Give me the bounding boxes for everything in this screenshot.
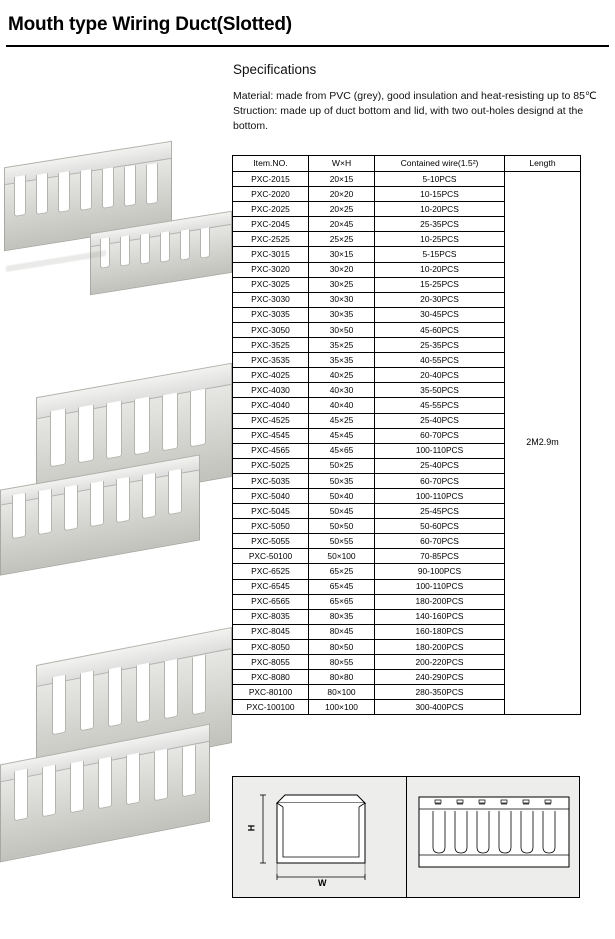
cell-wxh: 80×80 — [309, 670, 375, 685]
cell-wxh: 50×35 — [309, 473, 375, 488]
cell-item-no: PXC-3020 — [233, 262, 309, 277]
duct-photo-large — [0, 630, 232, 860]
column-header-wh: W×H — [309, 156, 375, 172]
cell-contained-wire: 10-25PCS — [375, 232, 505, 247]
cell-item-no: PXC-5045 — [233, 504, 309, 519]
diagram-panel — [232, 776, 580, 898]
material-text: Material: made from PVC (grey), good insulation and heat-resisting up to 85℃ — [233, 90, 597, 102]
cell-item-no: PXC-6565 — [233, 594, 309, 609]
specification-table-wrapper — [232, 155, 608, 715]
cell-contained-wire: 100-110PCS — [375, 579, 505, 594]
cell-item-no: PXC-3015 — [233, 247, 309, 262]
cell-contained-wire: 50-60PCS — [375, 519, 505, 534]
duct-photo-medium — [0, 368, 232, 568]
cell-wxh: 80×45 — [309, 624, 375, 639]
cell-wxh: 30×15 — [309, 247, 375, 262]
cell-wxh: 20×15 — [309, 172, 375, 187]
cell-contained-wire: 60-70PCS — [375, 473, 505, 488]
cell-wxh: 30×30 — [309, 292, 375, 307]
cell-item-no: PXC-3525 — [233, 338, 309, 353]
cell-item-no: PXC-100100 — [233, 700, 309, 715]
cell-wxh: 80×55 — [309, 655, 375, 670]
duct-photo-small — [0, 140, 232, 300]
cell-wxh: 50×100 — [309, 549, 375, 564]
cell-wxh: 65×25 — [309, 564, 375, 579]
cell-contained-wire: 25-40PCS — [375, 458, 505, 473]
cell-item-no: PXC-5055 — [233, 534, 309, 549]
cell-contained-wire: 140-160PCS — [375, 609, 505, 624]
column-header-length: Length — [505, 156, 581, 172]
cell-contained-wire: 45-60PCS — [375, 322, 505, 337]
cell-wxh: 40×25 — [309, 368, 375, 383]
column-header-item: Item.NO. — [233, 156, 309, 172]
cell-length: 2M2.9m — [505, 172, 581, 715]
cell-contained-wire: 180-200PCS — [375, 594, 505, 609]
cell-contained-wire: 25-35PCS — [375, 217, 505, 232]
cell-wxh: 45×45 — [309, 428, 375, 443]
cell-item-no: PXC-3050 — [233, 322, 309, 337]
table-header-row — [233, 156, 581, 172]
cell-item-no: PXC-5035 — [233, 473, 309, 488]
cell-wxh: 35×25 — [309, 338, 375, 353]
cell-contained-wire: 300-400PCS — [375, 700, 505, 715]
cell-contained-wire: 100-110PCS — [375, 443, 505, 458]
struction-text-line1: Struction: made up of duct bottom and lid, with two out-holes designd at the — [233, 105, 584, 117]
cell-contained-wire: 60-70PCS — [375, 428, 505, 443]
cell-contained-wire: 25-40PCS — [375, 413, 505, 428]
cell-item-no: PXC-8045 — [233, 624, 309, 639]
cell-contained-wire: 10-20PCS — [375, 262, 505, 277]
cell-item-no: PXC-6525 — [233, 564, 309, 579]
cell-wxh: 100×100 — [309, 700, 375, 715]
struction-text-line2: bottom. — [233, 120, 269, 132]
cell-wxh: 30×50 — [309, 322, 375, 337]
cell-wxh: 80×100 — [309, 685, 375, 700]
cross-section-diagram — [233, 777, 406, 897]
cell-wxh: 40×30 — [309, 383, 375, 398]
cell-item-no: PXC-3035 — [233, 307, 309, 322]
cell-item-no: PXC-5040 — [233, 488, 309, 503]
cell-wxh: 35×35 — [309, 353, 375, 368]
cell-item-no: PXC-2025 — [233, 202, 309, 217]
cell-wxh: 45×25 — [309, 413, 375, 428]
cell-item-no: PXC-50100 — [233, 549, 309, 564]
cell-wxh: 45×65 — [309, 443, 375, 458]
cell-contained-wire: 70-85PCS — [375, 549, 505, 564]
elevation-diagram — [407, 777, 580, 897]
cell-contained-wire: 35-50PCS — [375, 383, 505, 398]
cell-item-no: PXC-5025 — [233, 458, 309, 473]
product-photo-column — [0, 140, 232, 930]
cell-contained-wire: 20-40PCS — [375, 368, 505, 383]
height-dimension-label: H — [246, 824, 257, 832]
cell-wxh: 80×35 — [309, 609, 375, 624]
cell-contained-wire: 280-350PCS — [375, 685, 505, 700]
width-dimension-label: W — [318, 878, 327, 888]
cell-contained-wire: 5-10PCS — [375, 172, 505, 187]
cell-wxh: 80×50 — [309, 639, 375, 654]
title-divider — [6, 45, 609, 47]
cell-wxh: 20×25 — [309, 202, 375, 217]
cell-wxh: 30×25 — [309, 277, 375, 292]
cell-item-no: PXC-4545 — [233, 428, 309, 443]
specifications-heading: Specifications — [233, 62, 317, 77]
page-title: Mouth type Wiring Duct(Slotted) — [8, 14, 292, 35]
cell-item-no: PXC-8050 — [233, 639, 309, 654]
cell-item-no: PXC-8035 — [233, 609, 309, 624]
cell-item-no: PXC-3025 — [233, 277, 309, 292]
cell-item-no: PXC-80100 — [233, 685, 309, 700]
specification-table — [232, 155, 581, 715]
cell-item-no: PXC-3535 — [233, 353, 309, 368]
cell-contained-wire: 20-30PCS — [375, 292, 505, 307]
cell-wxh: 25×25 — [309, 232, 375, 247]
cell-item-no: PXC-5050 — [233, 519, 309, 534]
cell-contained-wire: 100-110PCS — [375, 488, 505, 503]
table-row — [233, 172, 581, 187]
cell-wxh: 50×45 — [309, 504, 375, 519]
cell-item-no: PXC-3030 — [233, 292, 309, 307]
cell-wxh: 50×25 — [309, 458, 375, 473]
cell-item-no: PXC-2525 — [233, 232, 309, 247]
cell-contained-wire: 10-15PCS — [375, 187, 505, 202]
cell-contained-wire: 15-25PCS — [375, 277, 505, 292]
cell-item-no: PXC-2020 — [233, 187, 309, 202]
cell-contained-wire: 240-290PCS — [375, 670, 505, 685]
cell-item-no: PXC-4525 — [233, 413, 309, 428]
cell-wxh: 20×45 — [309, 217, 375, 232]
cell-wxh: 65×45 — [309, 579, 375, 594]
cell-contained-wire: 30-45PCS — [375, 307, 505, 322]
cell-wxh: 65×65 — [309, 594, 375, 609]
cell-wxh: 30×20 — [309, 262, 375, 277]
cell-item-no: PXC-4040 — [233, 398, 309, 413]
cell-item-no: PXC-4565 — [233, 443, 309, 458]
table-body — [233, 172, 581, 715]
cell-item-no: PXC-2015 — [233, 172, 309, 187]
cell-item-no: PXC-8055 — [233, 655, 309, 670]
cell-contained-wire: 25-35PCS — [375, 338, 505, 353]
cell-item-no: PXC-4030 — [233, 383, 309, 398]
cell-contained-wire: 40-55PCS — [375, 353, 505, 368]
cell-contained-wire: 60-70PCS — [375, 534, 505, 549]
cell-contained-wire: 10-20PCS — [375, 202, 505, 217]
cell-wxh: 50×40 — [309, 488, 375, 503]
cell-wxh: 20×20 — [309, 187, 375, 202]
cell-contained-wire: 45-55PCS — [375, 398, 505, 413]
elevation-svg — [407, 777, 580, 897]
cell-contained-wire: 160-180PCS — [375, 624, 505, 639]
specifications-block — [232, 62, 608, 134]
cell-wxh: 30×35 — [309, 307, 375, 322]
column-header-wire: Contained wire(1.5²) — [375, 156, 505, 172]
cell-item-no: PXC-8080 — [233, 670, 309, 685]
cell-wxh: 50×50 — [309, 519, 375, 534]
cell-wxh: 50×55 — [309, 534, 375, 549]
cell-contained-wire: 25-45PCS — [375, 504, 505, 519]
cell-contained-wire: 90-100PCS — [375, 564, 505, 579]
cell-item-no: PXC-6545 — [233, 579, 309, 594]
cell-wxh: 40×40 — [309, 398, 375, 413]
cell-contained-wire: 5-15PCS — [375, 247, 505, 262]
cell-item-no: PXC-4025 — [233, 368, 309, 383]
cell-contained-wire: 200-220PCS — [375, 655, 505, 670]
cell-item-no: PXC-2045 — [233, 217, 309, 232]
cell-contained-wire: 180-200PCS — [375, 639, 505, 654]
